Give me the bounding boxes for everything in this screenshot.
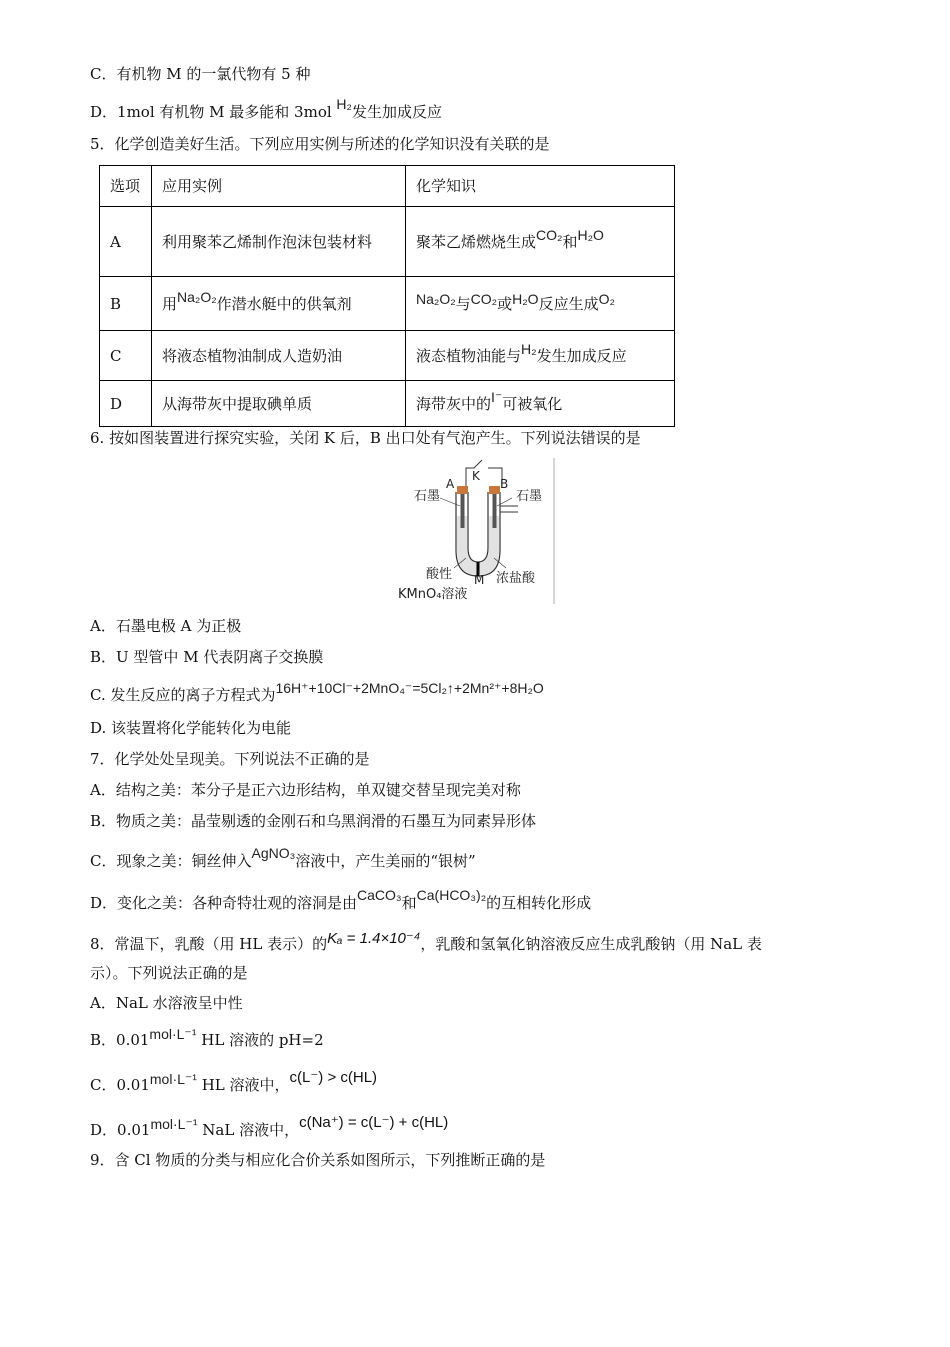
q8-d-expression: c(Na⁺) = c(L⁻) + c(HL) [299,1114,449,1131]
q7-c-prefix: C．现象之美：铜丝伸入 [90,852,252,870]
row-c-knowledge-pre: 液态植物油能与 [416,346,522,365]
stopper-right [489,486,500,494]
label-k: K [472,469,480,483]
q4-d-suffix: 发生加成反应 [351,103,442,121]
u-tube-inner [468,492,488,562]
row-a-knowledge [406,207,675,277]
table-row [100,331,675,381]
q7-d-formula-caco3: CaCO₃ [357,887,402,903]
q8-d-suffix: NaL 溶液中， [197,1121,300,1139]
q8-ka-expression: Kₐ = 1.4×10⁻⁴ [327,930,421,947]
row-b-text-react: 反应生成 [538,294,599,313]
label-kmno4: KMnO₄溶液 [398,587,468,602]
q8-d-prefix: D．0.01 [90,1121,151,1139]
q4-option-c: C．有机物 M 的一氯代物有 5 种 [90,65,311,83]
pointer-line [440,498,460,506]
row-d-knowledge-pre: 海带灰中的 [416,394,492,413]
q5-stem: 5．化学创造美好生活。下列应用实例与所述的化学知识没有关联的是 [90,135,550,153]
table-row [100,207,675,277]
q6-option-c [90,680,544,705]
q6-c-equation: 16H⁺+10Cl⁻+2MnO₄⁻=5Cl₂↑+2Mn²⁺+8H₂O [275,680,544,696]
q5-table [99,165,675,427]
row-b-formula-o2: O₂ [598,290,615,307]
label-a: A [446,477,455,491]
row-a-option: A [100,207,152,277]
label-acidic: 酸性 [426,567,453,582]
row-b-option: B [100,277,152,331]
pointer-line [497,498,512,506]
electrode-a [461,494,465,528]
q7-c-suffix: 溶液中，产生美丽的“银树” [295,852,476,870]
row-d-application: 从海带灰中提取碘单质 [152,381,406,427]
row-b-formula-co2: CO₂ [470,290,498,307]
table-row [100,381,675,427]
q7-option-d [90,887,592,913]
row-a-application: 利用聚苯乙烯制作泡沫包装材料 [152,207,406,277]
row-c-option: C [100,331,152,381]
q7-d-and: 和 [401,894,417,912]
table-row [100,277,675,331]
row-d-knowledge [406,381,675,427]
q8-option-a: A．NaL 水溶液呈中性 [90,994,243,1012]
q4-d-formula: H₂ [336,96,352,112]
q7-c-formula: AgNO₃ [251,845,296,861]
row-b-text-with: 与 [455,294,471,313]
row-a-knowledge-and: 和 [562,232,578,251]
q8-b-unit: mol·L⁻¹ [149,1026,197,1042]
row-b-app-post: 作潜水艇中的供氧剂 [216,294,352,313]
q8-stem-line2: 示）。下列说法正确的是 [90,964,248,982]
q8-option-d [90,1114,449,1141]
q9-stem: 9．含 Cl 物质的分类与相应化合价关系如图所示，下列推断正确的是 [90,1151,546,1169]
electrode-b [493,494,497,528]
q6-c-prefix: C. 发生反应的离子方程式为 [90,686,276,704]
label-graphite-right: 石墨 [516,489,543,504]
row-b-application [152,277,406,331]
q8-b-suffix: HL 溶液的 pH=2 [196,1031,324,1049]
label-m: M [474,573,485,587]
q8-option-b [90,1026,324,1050]
q7-option-a: A．结构之美：苯分子是正六边形结构，单双键交替呈现完美对称 [90,781,521,799]
q7-option-c [90,845,476,871]
q4-d-prefix: D．1mol 有机物 M 最多能和 3mol [90,103,337,121]
q8-c-expression: c(L⁻) > c(HL) [289,1069,378,1086]
q7-option-b: B．物质之美：晶莹剔透的金刚石和乌黑润滑的石墨互为同素异形体 [90,812,537,830]
label-conc-hcl: 浓盐酸 [496,571,536,586]
q6-option-d: D. 该装置将化学能转化为电能 [90,719,292,737]
row-c-knowledge [406,331,675,381]
row-a-formula-co2: CO₂ [536,226,563,243]
q7-d-formula-cahco3: Ca(HCO₃)₂ [416,887,487,903]
label-b: B [500,477,509,491]
q8-b-prefix: B．0.01 [90,1031,150,1049]
row-b-text-or: 或 [497,294,513,313]
header-application: 应用实例 [152,166,406,207]
q6-stem: 6. 按如图装置进行探究实验，关闭 K 后，B 出口处有气泡产生。下列说法错误的是 [90,429,641,447]
row-c-application: 将液态植物油制成人造奶油 [152,331,406,381]
row-c-knowledge-post: 发生加成反应 [536,346,627,365]
electrolysis-apparatus-diagram [396,458,556,604]
q8-stem [90,930,762,955]
q8-c-unit: mol·L⁻¹ [149,1071,197,1087]
q8-c-suffix: HL 溶液中， [196,1076,290,1094]
q8-d-unit: mol·L⁻¹ [150,1116,198,1132]
q4-option-d [90,96,442,122]
header-knowledge: 化学知识 [406,166,675,207]
table-header-row [100,166,675,207]
outlet-tube [500,506,518,512]
row-b-formula-h2o: H₂O [512,290,539,307]
row-d-option: D [100,381,152,427]
row-a-knowledge-text: 聚苯乙烯燃烧生成 [416,232,537,251]
row-b-knowledge [406,277,675,331]
q7-d-suffix: 的互相转化形成 [486,894,592,912]
row-d-formula-iodide: I⁻ [491,388,503,405]
q7-stem: 7．化学处处呈现美。下列说法不正确的是 [90,750,370,768]
header-option: 选项 [100,166,152,207]
q8-option-c [90,1069,378,1096]
q6-option-b: B．U 型管中 M 代表阴离子交换膜 [90,648,324,666]
q6-option-a: A．石墨电极 A 为正极 [90,617,242,635]
row-a-formula-h2o: H₂O [577,226,604,243]
row-d-knowledge-post: 可被氧化 [502,394,563,413]
q8-stem-prefix: 8．常温下，乳酸（用 HL 表示）的 [90,935,328,953]
row-b-formula-na2o2: Na₂O₂ [416,290,456,307]
row-c-formula-h2: H₂ [521,340,537,357]
q8-stem-suffix: ，乳酸和氢氧化钠溶液反应生成乳酸钠（用 NaL 表 [420,935,762,953]
row-b-app-formula: Na₂O₂ [177,288,217,305]
q7-d-prefix: D．变化之美：各种奇特壮观的溶洞是由 [90,894,358,912]
label-graphite-left: 石墨 [414,489,441,504]
q8-c-prefix: C．0.01 [90,1076,150,1094]
stopper-left [457,486,468,494]
row-b-app-pre: 用 [162,294,178,313]
